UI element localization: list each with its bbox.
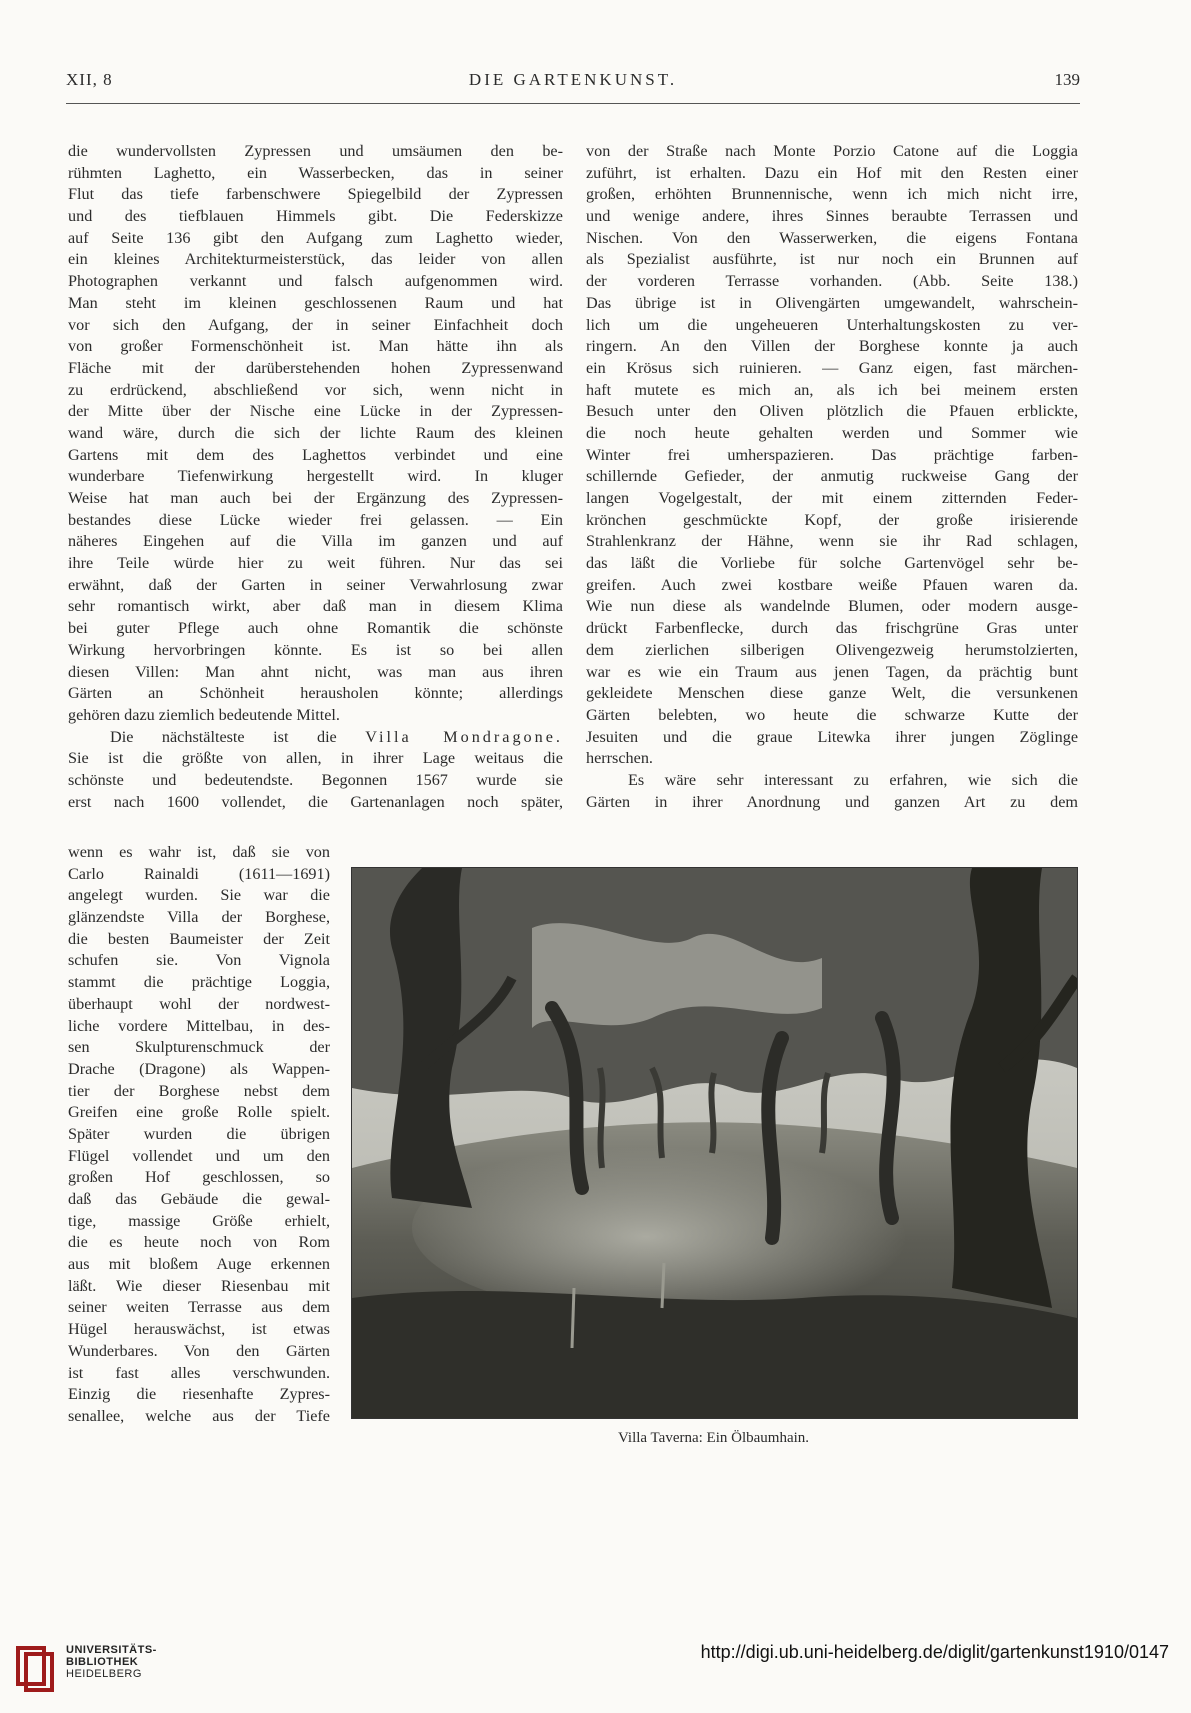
text-line: ihre Teile würde hier zu weit führen. Nur das sei: [68, 554, 563, 573]
text-line: war es wie ein Traum aus jenen Tagen, da prächtig bunt: [586, 662, 1078, 681]
text-line: Photographen verkannt und falsch aufgenommen wird.: [68, 272, 563, 291]
text-line: von großer Formenschönheit ist. Man hätte ihn als: [68, 337, 563, 356]
text-line: erwähnt, daß der Garten in seiner Verwahrlosung zwar: [68, 575, 563, 594]
text-line: haft mutete es mich an, als ich bei meinem ersten: [586, 380, 1078, 399]
running-header: [66, 70, 1080, 100]
text-line: als Spezialist ausführte, ist nur noch ein Brunnen auf: [586, 250, 1078, 269]
text-line: von der Straße nach Monte Porzio Catone auf die Loggia: [586, 142, 1078, 160]
text-line: sehr romantisch wirkt, aber daß man in diesem Klima: [68, 597, 563, 616]
text-line: und wenige andere, ihres Sinnes beraubte Terrassen und: [586, 207, 1078, 226]
text-line: die es heute noch von Rom: [68, 1233, 330, 1252]
text-line: sen Skulpturenschmuck der: [68, 1038, 330, 1057]
text-line: Gartens mit dem des Laghettos verbindet und eine: [68, 445, 563, 464]
volume-issue: XII, 8: [66, 70, 113, 89]
text-line: herrschen.: [586, 749, 653, 768]
text-line: krönchen geschmückte Kopf, der große irisierende: [586, 510, 1078, 529]
library-name-line2: BIBLIOTHEK: [66, 1656, 139, 1668]
text-line: Später wurden die übrigen: [68, 1124, 330, 1143]
text-line: Sie ist die größte von allen, in ihrer Lage weitaus die: [68, 749, 563, 768]
right-column-text: [586, 141, 1078, 813]
figure-caption: Villa Taverna: Ein Ölbaumhain.: [617, 1430, 810, 1446]
text-line: der vorderen Terrasse vorhanden. (Abb. Seite 138.): [586, 272, 1078, 291]
text-line: ist fast alles verschwunden.: [68, 1363, 330, 1382]
text-line: die noch heute gehalten werden und Sommer wie: [586, 423, 1078, 442]
text-line: Greifen eine große Rolle spielt.: [68, 1103, 330, 1122]
text-line: Drache (Dragone) als Wappen-: [68, 1059, 330, 1078]
text-line: Wie nun diese als wandelnde Blumen, oder modern ausge-: [586, 597, 1078, 616]
left-column-narrow-text: [68, 842, 330, 1428]
text-line: angelegt wurden. Sie war die: [68, 886, 330, 905]
library-name-line1: UNIVERSITÄTS-: [66, 1644, 157, 1656]
header-rule: [66, 103, 1080, 104]
text-line: rühmten Laghetto, ein Wasserbecken, das in seiner: [68, 163, 563, 182]
text-line: auf Seite 136 gibt den Aufgang zum Laghetto wieder,: [68, 228, 563, 247]
text-line: Gärten in ihrer Anordnung und ganzen Art zu dem: [586, 792, 1078, 811]
villa-intro-text: Die nächstälteste ist die: [110, 727, 366, 746]
journal-title: DIE GARTENKUNST.: [468, 70, 678, 89]
text-line: tier der Borghese nebst dem: [68, 1081, 330, 1100]
text-line: Einzig die riesenhafte Zypres-: [68, 1385, 330, 1404]
text-line: daß das Gebäude die gewal-: [68, 1190, 330, 1208]
text-line: [68, 727, 563, 749]
text-line: Flut das tiefe farbenschwere Spiegelbild der Zypressen: [68, 185, 563, 204]
text-line: Wirkung hervorbringen könnte. Es ist so bei allen: [68, 640, 563, 659]
text-line: Winter frei umherspazieren. Das prächtige farben-: [586, 445, 1078, 464]
text-line: aus mit bloßem Auge erkennen: [68, 1255, 330, 1274]
text-line: ein kleines Architekturmeisterstück, das leider von allen: [68, 250, 563, 269]
text-line: Flügel vollendet und um den: [68, 1146, 330, 1165]
text-line: stammt die prächtige Loggia,: [68, 973, 330, 992]
page-number: 139: [1054, 70, 1080, 89]
text-line: näheres Eingehen auf die Villa im ganzen und auf: [68, 532, 563, 551]
text-line: vor sich den Aufgang, der in seiner Einfachheit doch: [68, 315, 563, 334]
text-line: Das übrige ist in Olivengärten umgewandelt, wahrschein-: [586, 293, 1078, 312]
text-line: lich um die ungeheueren Unterhaltungskosten zu ver-: [586, 315, 1078, 334]
text-line: liche vordere Mittelbau, in des-: [68, 1016, 330, 1035]
text-line: zu erdrückend, abschließend vor sich, wenn nicht in: [68, 380, 563, 399]
villa-name: Villa Mondragone.: [365, 727, 563, 746]
text-line: Nischen. Von den Wasserwerken, die eigens Fontana: [586, 228, 1078, 247]
text-line: dem zierlichen silberigen Olivengezweig herumstolzierten,: [586, 640, 1078, 659]
library-name-line3: HEIDELBERG: [66, 1668, 142, 1680]
text-line: Strahlenkranz der Hähne, wenn sie ihr Rad schlagen,: [586, 532, 1078, 551]
text-line: die besten Baumeister der Zeit: [68, 929, 330, 948]
library-logo-icon: [12, 1642, 62, 1692]
text-line: Fläche mit der darüberstehenden hohen Zypressenwand: [68, 358, 563, 377]
text-line: schönste und bedeutendste. Begonnen 1567 wurde sie: [68, 770, 563, 789]
text-line: Wunderbares. Von den Gärten: [68, 1341, 330, 1360]
text-line: großen, erhöhten Brunnennische, wenn ich mich nicht irre,: [586, 185, 1078, 204]
text-line: und des tiefblauen Himmels gibt. Die Federskizze: [68, 207, 563, 226]
olive-grove-illustration: [352, 868, 1077, 1418]
text-line: schufen sie. Von Vignola: [68, 951, 330, 970]
text-line: Gärten an Schönheit herausholen könnte; allerdings: [68, 684, 563, 703]
text-line: ein Krösus sich ruinieren. — Ganz eigen, fast märchen-: [586, 358, 1078, 377]
text-line: das läßt die Vorliebe für solche Gartenvögel sehr be-: [586, 554, 1078, 573]
text-line: schillernde Gefieder, der anmutig ruckweise Gang der: [586, 467, 1078, 486]
text-line: glänzendste Villa der Borghese,: [68, 908, 330, 927]
text-line: wenn es wahr ist, daß sie von: [68, 843, 330, 861]
olive-grove-photo: [351, 867, 1078, 1419]
text-line: Besuch unter den Oliven plötzlich die Pfauen erblickte,: [586, 402, 1078, 421]
text-line: die wundervollsten Zypressen und umsäumen den be-: [68, 142, 563, 160]
left-column-text: [68, 141, 563, 813]
text-line: Gärten belebten, wo heute die schwarze Kutte der: [586, 705, 1078, 724]
text-line: Hügel herauswächst, ist etwas: [68, 1320, 330, 1339]
text-line: wand wäre, durch die sich der lichte Raum des kleinen: [68, 423, 563, 442]
text-line: drückt Farbenflecke, durch das frischgrüne Gras unter: [586, 619, 1078, 638]
source-url[interactable]: http://digi.ub.uni-heidelberg.de/diglit/gartenkunst1910/0147: [700, 1642, 1169, 1662]
text-line: greifen. Auch zwei kostbare weiße Pfauen waren da.: [586, 575, 1078, 594]
text-line: Weise hat man auch bei der Ergänzung des Zypressen-: [68, 489, 563, 507]
text-line: erst nach 1600 vollendet, die Gartenanlagen noch später,: [68, 792, 563, 811]
text-line: großen Hof geschlossen, so: [68, 1168, 330, 1187]
text-line: gehören dazu ziemlich bedeutende Mittel.: [68, 705, 340, 724]
text-line: diesen Villen: Man ahnt nicht, was man aus ihren: [68, 662, 563, 681]
text-line: Carlo Rainaldi (1611—1691): [68, 864, 330, 883]
text-line: bestandes diese Lücke wieder frei gelassen. — Ein: [68, 510, 563, 529]
text-line: Jesuiten und die graue Litewka ihrer jungen Zöglinge: [586, 727, 1078, 746]
text-line: Es wäre sehr interessant zu erfahren, wie sich die: [628, 770, 1078, 789]
text-line: gekleidete Menschen diese ganze Welt, die versunkenen: [586, 684, 1078, 703]
text-line: bei guter Pflege auch ohne Romantik die schönste: [68, 619, 563, 638]
library-name: [66, 1644, 157, 1680]
text-line: Man steht im kleinen geschlossenen Raum und hat: [68, 293, 563, 312]
text-line: läßt. Wie dieser Riesenbau mit: [68, 1276, 330, 1295]
text-line: seiner weiten Terrasse aus dem: [68, 1298, 330, 1317]
text-line: tige, massige Größe erhielt,: [68, 1211, 330, 1230]
text-line: überhaupt wohl der nordwest-: [68, 994, 330, 1013]
text-line: wunderbare Tiefenwirkung hergestellt wird. In kluger: [68, 467, 563, 486]
text-line: zuführt, ist erhalten. Dazu ein Hof mit den Resten einer: [586, 163, 1078, 182]
text-line: der Mitte über der Nische eine Lücke in der Zypressen-: [68, 402, 563, 421]
text-line: langen Vogelgestalt, der mit einem zitternden Feder-: [586, 489, 1078, 507]
text-line: senallee, welche aus der Tiefe: [68, 1406, 330, 1425]
text-line: ringern. An den Villen der Borghese konnte ja auch: [586, 337, 1078, 356]
